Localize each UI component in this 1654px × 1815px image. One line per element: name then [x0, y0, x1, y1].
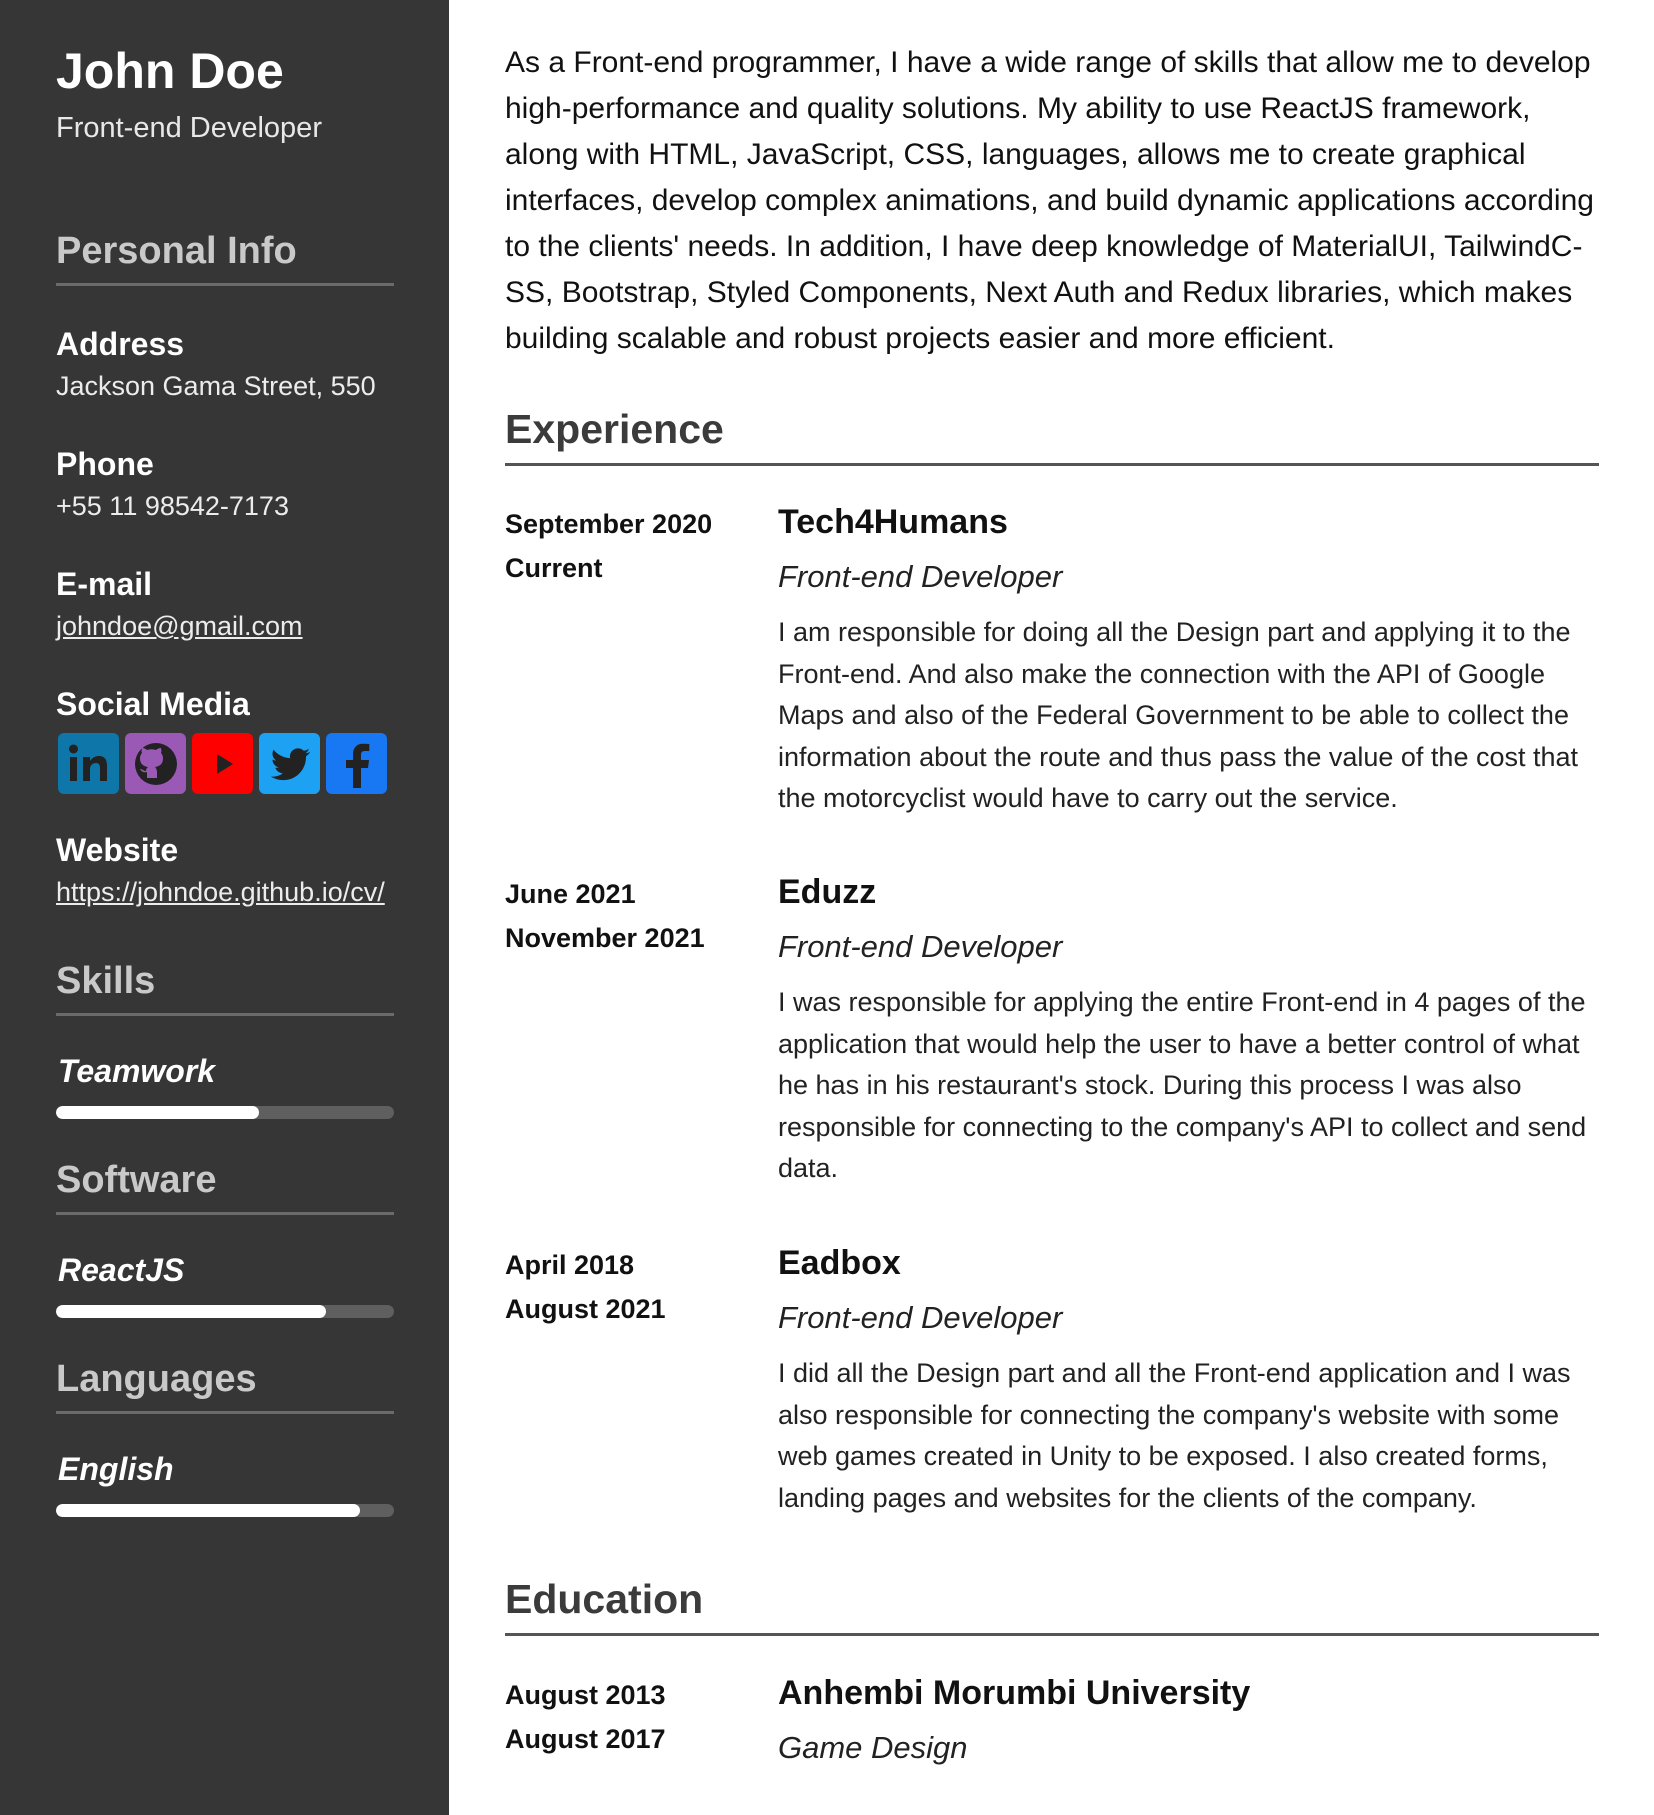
- software-heading: Software: [56, 1159, 394, 1215]
- institution-name: Anhembi Morumbi University: [778, 1674, 1251, 1712]
- end-date: Current: [505, 553, 603, 583]
- company-name: Eadbox: [778, 1244, 901, 1282]
- end-date: August 2017: [505, 1724, 666, 1754]
- language-name: English: [58, 1451, 174, 1487]
- experience-dates: [505, 872, 765, 960]
- skill-bar-fill: [56, 1106, 259, 1119]
- social-media-icons: [58, 733, 387, 794]
- social-media-label: Social Media: [56, 686, 250, 722]
- software-bar: [56, 1305, 394, 1318]
- email-link[interactable]: johndoe@gmail.com: [56, 611, 303, 641]
- languages-heading: Languages: [56, 1358, 394, 1414]
- experience-dates: [505, 1243, 765, 1331]
- skills-heading: Skills: [56, 960, 394, 1016]
- youtube-icon[interactable]: [192, 733, 253, 794]
- start-date: June 2021: [505, 879, 636, 909]
- job-role: Front-end Developer: [778, 929, 1063, 964]
- experience-dates: [505, 502, 765, 590]
- end-date: November 2021: [505, 923, 705, 953]
- company-name: Tech4Humans: [778, 503, 1008, 541]
- github-icon[interactable]: [125, 733, 186, 794]
- job-role: Front-end Developer: [778, 559, 1063, 594]
- job-description: I am responsible for doing all the Design part and applying it to the Front-end. And also make the connection with the API of Google Maps and also of the Federal Government to be able to collect the information about the route and thus pass the value of the cost that the motorcyclist would have to carry out the service.: [778, 617, 1579, 814]
- website-link[interactable]: https://johndoe.github.io/cv/: [56, 877, 385, 907]
- job-description: I did all the Design part and all the Front-end application and I was also responsible for connecting the company's website with some web games created in Unity to be exposed. I also created forms, landing pages and websites for the clients of the company.: [778, 1358, 1571, 1513]
- end-date: August 2021: [505, 1294, 666, 1324]
- start-date: September 2020: [505, 509, 713, 539]
- experience-heading: Experience: [505, 406, 1599, 466]
- address-value: Jackson Gama Street, 550: [56, 371, 376, 401]
- sidebar: [0, 0, 449, 1815]
- linkedin-icon[interactable]: [58, 733, 119, 794]
- summary-text: As a Front-end programmer, I have a wide range of skills that allow me to develop high-performance and quality solutions. My ability to use ReactJS framework, along with HTML, JavaScript, CSS, languages, allows me to create graphical interfaces, develop complex animations, and build dynamic applications according to the clients' needs. In addition, I have deep knowledge of MaterialUI, TailwindC-SS, Bootstrap, Styled Components, Next Auth and Redux libraries, which makes building scalable and robust projects easier and more efficient.: [505, 46, 1594, 355]
- twitter-icon[interactable]: [259, 733, 320, 794]
- job-description: I was responsible for applying the entire Front-end in 4 pages of the application that would help the user to have a better control of what he has in his restaurant's stock. During this process I was also responsible for connecting to the company's API to collect and send data.: [778, 987, 1587, 1184]
- email-label: E-mail: [56, 566, 153, 602]
- website-label: Website: [56, 832, 179, 868]
- start-date: April 2018: [505, 1250, 635, 1280]
- course-name: Game Design: [778, 1730, 968, 1765]
- start-date: August 2013: [505, 1680, 666, 1710]
- job-role: Front-end Developer: [778, 1300, 1063, 1335]
- company-name: Eduzz: [778, 873, 877, 911]
- phone-value: +55 11 98542-7173: [56, 491, 289, 521]
- skill-name: Teamwork: [58, 1053, 216, 1089]
- address-label: Address: [56, 326, 185, 362]
- person-name: John Doe: [56, 43, 284, 99]
- person-title: Front-end Developer: [56, 112, 322, 144]
- language-bar-fill: [56, 1504, 360, 1517]
- facebook-icon[interactable]: [326, 733, 387, 794]
- language-bar: [56, 1504, 394, 1517]
- phone-label: Phone: [56, 446, 154, 482]
- education-heading: Education: [505, 1576, 1599, 1636]
- skill-bar: [56, 1106, 394, 1119]
- personal-info-heading: Personal Info: [56, 230, 394, 286]
- software-name: ReactJS: [58, 1252, 185, 1288]
- software-bar-fill: [56, 1305, 326, 1318]
- education-dates: [505, 1673, 765, 1761]
